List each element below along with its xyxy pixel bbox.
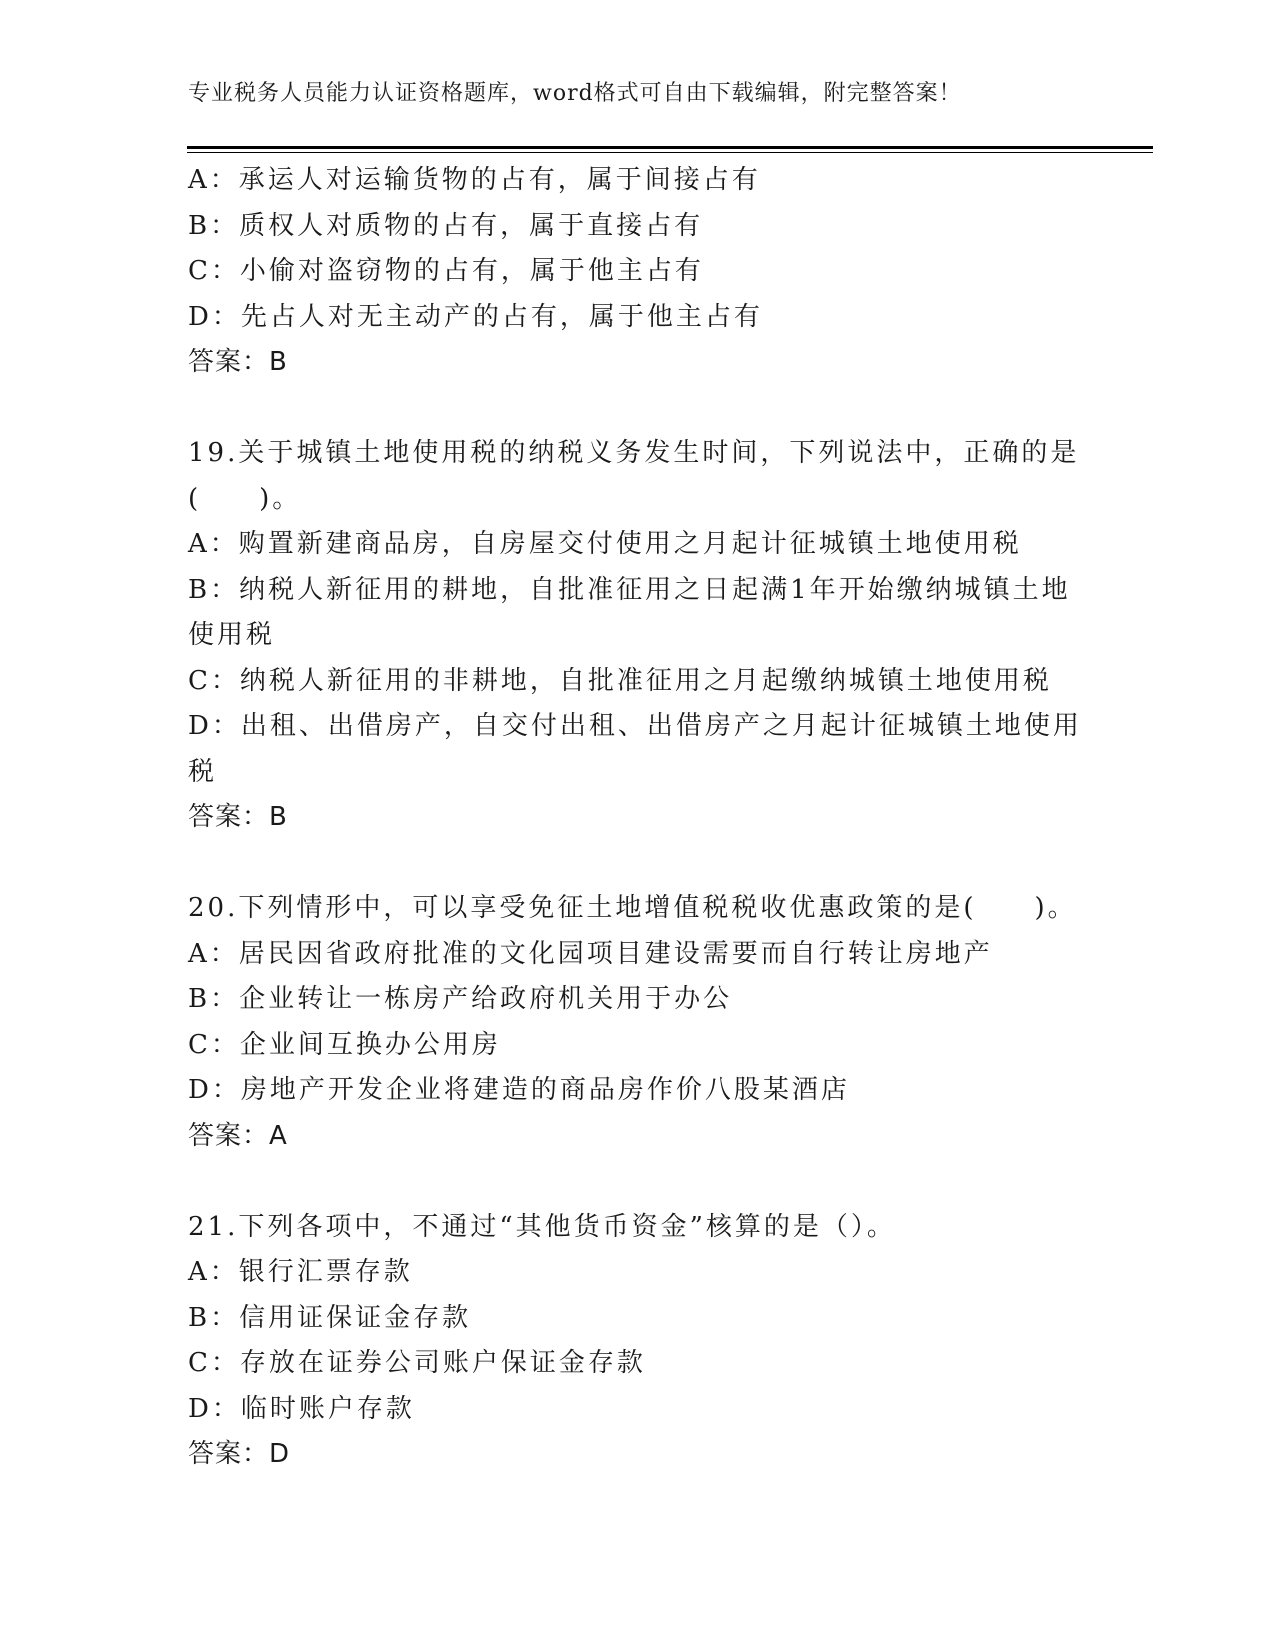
answer: 答案：D — [188, 1439, 291, 1469]
option-c: C：企业间互换办公用房 — [188, 1029, 501, 1060]
answer: 答案：B — [188, 802, 288, 832]
option-d-cont: 税 — [188, 756, 218, 787]
page-header: 专业税务人员能力认证资格题库，word格式可自由下载编辑，附完整答案！ — [188, 81, 962, 106]
option-a: A：承运人对运输货物的占有，属于间接占有 — [188, 165, 761, 195]
option-d: D：先占人对无主动产的占有，属于他主占有 — [188, 301, 763, 332]
option-b-cont: 使用税 — [188, 620, 276, 650]
answer: 答案：A — [188, 1120, 288, 1151]
header-rule-thick — [187, 146, 1153, 149]
answer: 答案：B — [188, 347, 288, 377]
option-a: A：银行汇票存款 — [188, 1257, 413, 1287]
question-19 — [188, 431, 1082, 841]
option-b: B：质权人对质物的占有，属于直接占有 — [188, 210, 704, 241]
option-d: D：出租、出借房产，自交付出租、出借房产之月起计征城镇土地使用 — [188, 711, 1082, 741]
question-content — [188, 158, 1082, 1478]
header-rule-thin — [187, 152, 1153, 153]
option-c: C：小偷对盗窃物的占有，属于他主占有 — [188, 256, 704, 286]
option-d: D：临时账户存款 — [188, 1393, 415, 1424]
question-18 — [188, 158, 1068, 386]
question-stem-cont: ( )。 — [188, 483, 302, 514]
question-stem: 21.下列各项中，不通过“其他货币资金”核算的是（）。 — [188, 1211, 896, 1242]
question-20 — [188, 886, 1077, 1159]
question-21 — [188, 1205, 1068, 1478]
option-a: A：购置新建商品房，自房屋交付使用之月起计征城镇土地使用税 — [188, 529, 1022, 559]
option-b: B：信用证保证金存款 — [188, 1302, 472, 1333]
question-stem: 20.下列情形中，可以享受免征土地增值税税收优惠政策的是( )。 — [188, 893, 1077, 923]
option-d: D：房地产开发企业将建造的商品房作价八股某酒店 — [188, 1075, 850, 1105]
option-c: C：纳税人新征用的非耕地，自批准征用之月起缴纳城镇土地使用税 — [188, 665, 1052, 696]
option-b: B：企业转让一栋房产给政府机关用于办公 — [188, 984, 733, 1014]
option-a: A：居民因省政府批准的文化园项目建设需要而自行转让房地产 — [188, 938, 993, 969]
question-stem: 19.关于城镇土地使用税的纳税义务发生时间，下列说法中，正确的是 — [188, 438, 1080, 468]
option-b: B：纳税人新征用的耕地，自批准征用之日起满1年开始缴纳城镇土地 — [188, 574, 1071, 605]
option-c: C：存放在证券公司账户保证金存款 — [188, 1348, 646, 1378]
